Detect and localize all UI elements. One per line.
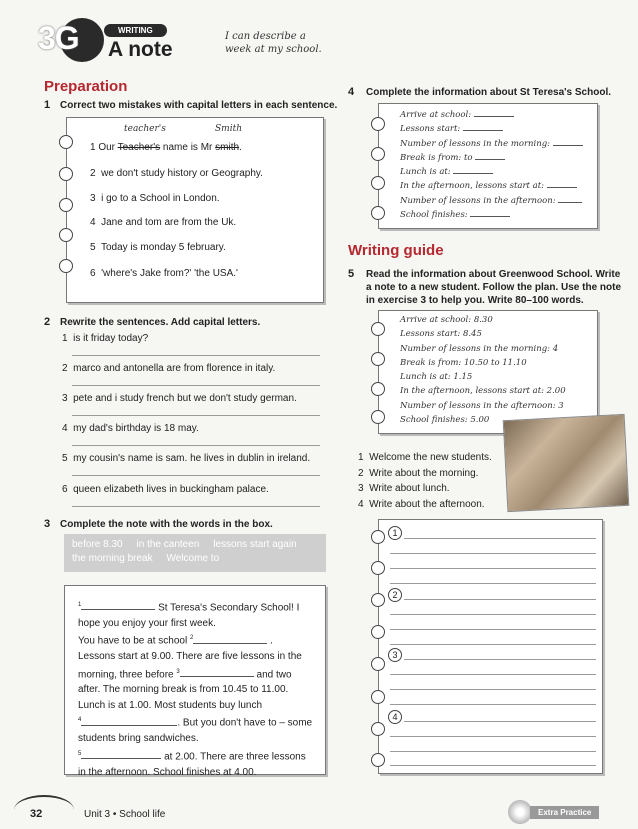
ex2-item-3	[62, 392, 297, 405]
ex4-lines	[400, 108, 592, 222]
box-word: before 8.30	[72, 539, 123, 550]
ex1-sentence-2	[90, 167, 263, 180]
preparation-heading: Preparation	[44, 78, 128, 95]
info-line	[400, 122, 592, 136]
plan-item	[358, 450, 492, 466]
writing-line[interactable]	[390, 553, 596, 554]
ring-icon	[371, 561, 385, 575]
info-line	[400, 194, 592, 208]
info-line: Arrive at school: 8.30	[400, 315, 493, 325]
info-label: Lunch is at:	[400, 167, 454, 178]
ring-icon	[59, 259, 73, 273]
item-text: is it friday today?	[73, 333, 149, 344]
note-line: Lunch is at 1.00. Most students buy lunch	[78, 699, 262, 711]
ex4-instruction: Complete the information about St Teresa's School.	[366, 87, 611, 98]
plan-text: Write about the morning.	[369, 467, 479, 479]
sentence-number: 6	[90, 268, 96, 279]
ex1-instruction: Correct two mistakes with capital letters in each sentence.	[60, 100, 338, 111]
section-marker: 2	[388, 588, 402, 602]
plan-list	[358, 450, 492, 512]
ex1-number: 1	[44, 99, 51, 111]
gap-number: 2	[189, 635, 194, 642]
section-marker: 3	[388, 648, 402, 662]
ring-icon	[371, 690, 385, 704]
sentence-mid: name is Mr	[160, 142, 216, 153]
writing-line[interactable]	[390, 689, 596, 690]
writing-line[interactable]	[390, 614, 596, 615]
ex1-sentence-4	[90, 216, 236, 229]
ring-icon	[371, 176, 385, 190]
page-number-swoosh	[14, 795, 74, 825]
info-line: Lunch is at: 1.15	[400, 372, 473, 383]
info-blank[interactable]	[475, 159, 505, 160]
writing-line[interactable]	[390, 568, 596, 569]
info-line	[400, 151, 592, 165]
note-line	[78, 598, 318, 616]
box-word: lessons start again	[213, 539, 297, 550]
gap-blank[interactable]	[193, 643, 267, 644]
item-number: 1	[62, 333, 68, 344]
gap-number: 1	[78, 602, 82, 608]
sentence-number: 4	[90, 217, 96, 228]
section-marker: 1	[388, 526, 402, 540]
ring-icon	[371, 722, 385, 736]
info-line: Number of lessons in the afternoon: 3	[400, 400, 564, 411]
ring-icon	[59, 167, 73, 181]
ring-icon	[59, 135, 73, 149]
box-word: the morning break	[72, 553, 153, 564]
note-line	[78, 747, 318, 765]
ring-icon	[371, 657, 385, 671]
unit-code: 3G	[38, 20, 79, 56]
extra-practice-label: Extra Practice	[530, 806, 599, 819]
ex2-number: 2	[44, 316, 51, 328]
writing-line[interactable]	[390, 765, 596, 766]
answer-line[interactable]	[72, 355, 320, 356]
gap-number: 4	[78, 717, 82, 724]
gap-blank[interactable]	[180, 676, 254, 677]
ex5-instruction: Read the information about Greenwood School. Write a note to a new student. Follow the plan. Use the note in exercise 3 to help you. Write 80–100 words.	[366, 269, 622, 306]
item-number: 6	[62, 484, 68, 495]
answer-line[interactable]	[72, 506, 320, 507]
ex2-item-6	[62, 483, 269, 496]
info-blank[interactable]	[558, 202, 582, 203]
ring-icon	[371, 530, 385, 544]
writing-line[interactable]	[404, 721, 596, 722]
item-number: 4	[62, 423, 68, 434]
sentence-text: i go to a School in London.	[101, 193, 220, 204]
ring-icon	[371, 625, 385, 639]
info-blank[interactable]	[463, 130, 503, 131]
answer-line[interactable]	[72, 415, 320, 416]
writing-badge: WRITING	[104, 24, 167, 37]
ex1-sentence-6	[90, 267, 238, 280]
note-line	[78, 631, 318, 649]
writing-line[interactable]	[390, 751, 596, 752]
note-line-text: and two	[253, 668, 292, 680]
item-number: 5	[62, 453, 68, 464]
note-text	[78, 598, 318, 780]
correction-label: teacher's	[124, 124, 166, 134]
writing-line[interactable]	[404, 538, 596, 539]
ex1-sentence-3	[90, 192, 220, 205]
ex3-instruction: Complete the note with the words in the box.	[60, 519, 273, 530]
plan-item	[358, 481, 492, 497]
item-number: 3	[62, 393, 68, 404]
writing-line[interactable]	[390, 704, 596, 705]
writing-line[interactable]	[390, 674, 596, 675]
ring-icon	[371, 117, 385, 131]
item-number: 2	[62, 363, 68, 374]
note-line: hope you enjoy your first week.	[78, 617, 216, 629]
answer-line[interactable]	[72, 445, 320, 446]
info-line	[400, 208, 592, 222]
ex4-number: 4	[348, 86, 355, 98]
note-line: in the afternoon. School finishes at 4.00.	[78, 766, 257, 778]
ring-icon	[371, 382, 385, 396]
info-label: Lessons start:	[400, 124, 463, 135]
ring-icon	[371, 593, 385, 607]
info-line: School finishes: 5.00	[400, 415, 490, 426]
ex5-info	[400, 313, 595, 427]
item-text: my cousin's name is sam. he lives in dublin in ireland.	[73, 453, 311, 464]
ring-icon	[371, 322, 385, 336]
ring-icon	[371, 147, 385, 161]
plan-text: Welcome the new students.	[369, 452, 492, 463]
gap-number: 3	[176, 668, 180, 675]
sentence-text: Jane and tom are from the Uk.	[101, 217, 237, 228]
sentence-post: .	[239, 142, 242, 153]
answer-line[interactable]	[72, 475, 320, 476]
extra-practice-icon	[508, 800, 532, 824]
note-line-text: at 2.00. There are three lessons	[161, 751, 306, 763]
goal-text: I can describe a week at my school.	[225, 31, 322, 55]
ring-icon	[59, 198, 73, 212]
sentence-number: 2	[90, 168, 96, 179]
note-line-text: . But you don't have to – some	[177, 717, 313, 729]
item-text: queen elizabeth lives in buckingham palace.	[73, 484, 269, 495]
students-photo	[503, 414, 630, 512]
plan-number: 3	[358, 483, 364, 494]
struck-word: smith	[215, 142, 240, 153]
answer-line[interactable]	[72, 385, 320, 386]
writing-line[interactable]	[390, 736, 596, 737]
ex2-instruction: Rewrite the sentences. Add capital letters.	[60, 317, 261, 328]
page-number: 32	[30, 808, 43, 820]
ring-icon	[371, 352, 385, 366]
writing-line[interactable]	[390, 629, 596, 630]
sentence-number: 5	[90, 242, 96, 253]
ex1-sentence-1	[90, 141, 242, 154]
plan-number: 2	[358, 467, 364, 479]
item-text: pete and i study french but we don't study german.	[73, 393, 297, 404]
word-box	[64, 534, 326, 572]
info-blank[interactable]	[453, 173, 493, 174]
ring-icon	[371, 753, 385, 767]
sentence-pre: Our	[98, 142, 118, 153]
sentence-text: we don't study history or Geography.	[101, 168, 263, 179]
sentence-number: 1	[90, 142, 96, 153]
page-title: A note	[108, 38, 173, 61]
note-line: students bring sandwiches.	[78, 733, 199, 745]
struck-word: Teacher's	[117, 142, 161, 153]
item-text: marco and antonella are from florence in italy.	[73, 363, 276, 374]
info-blank[interactable]	[470, 216, 510, 217]
info-label: Number of lessons in the afternoon:	[400, 195, 559, 206]
info-line: Number of lessons in the morning: 4	[400, 343, 559, 354]
box-word: Welcome to	[166, 553, 220, 564]
gap-blank[interactable]	[81, 758, 161, 759]
sentence-number: 3	[90, 193, 96, 204]
plan-item	[358, 497, 492, 513]
note-line: Lessons start at 9.00. There are five lessons in the	[78, 651, 302, 663]
ring-icon	[59, 228, 73, 242]
info-line: Break is from: 10.50 to 11.10	[400, 357, 527, 368]
info-line	[400, 165, 592, 179]
ex1-sentence-5	[90, 241, 226, 254]
info-line: In the afternoon, lessons start at: 2.00	[400, 386, 566, 397]
info-line: Lessons start: 8.45	[400, 329, 482, 340]
plan-number: 4	[358, 498, 364, 510]
ex2-item-2	[62, 362, 275, 375]
writing-guide-heading: Writing guide	[348, 242, 444, 259]
info-label: Arrive at school:	[400, 110, 474, 120]
note-line	[78, 713, 318, 731]
note-line-text: St Teresa's Secondary School! I	[155, 602, 300, 614]
note-line	[78, 665, 318, 683]
sentence-text: 'where's Jake from?' 'the USA.'	[101, 268, 238, 279]
writing-line[interactable]	[404, 599, 596, 600]
writing-line[interactable]	[390, 644, 596, 645]
plan-number: 1	[358, 452, 364, 463]
correction-label: Smith	[215, 124, 242, 134]
info-label: Break is from: to	[400, 152, 476, 163]
info-line	[400, 108, 592, 122]
plan-text: Write about lunch.	[369, 483, 450, 494]
note-line-text: morning, three before	[78, 668, 177, 680]
section-marker: 4	[388, 710, 402, 724]
writing-line[interactable]	[404, 659, 596, 660]
info-line	[400, 137, 592, 151]
ex2-item-1	[62, 332, 148, 345]
item-text: my dad's birthday is 18 may.	[73, 423, 199, 434]
unit-label: Unit 3 • School life	[84, 809, 166, 820]
info-blank[interactable]	[547, 187, 577, 188]
plan-item	[358, 466, 492, 482]
gap-blank[interactable]	[81, 725, 177, 726]
info-line	[400, 179, 592, 193]
info-label: School finishes:	[400, 210, 471, 221]
sentence-text: Today is monday 5 february.	[100, 242, 226, 253]
note-line-text: You have to be at school	[78, 635, 190, 647]
gap-blank[interactable]	[81, 609, 155, 610]
plan-text: Write about the afternoon.	[369, 498, 485, 510]
ex3-number: 3	[44, 518, 51, 530]
info-blank[interactable]	[474, 116, 514, 117]
note-line: after. The morning break is from 10.45 to 11.00.	[78, 684, 289, 696]
info-blank[interactable]	[553, 145, 583, 146]
writing-line[interactable]	[390, 583, 596, 584]
gap-number: 5	[78, 750, 82, 757]
box-word: in the canteen	[136, 539, 200, 550]
ring-icon	[371, 410, 385, 424]
note-line-text: .	[267, 635, 273, 647]
info-label: Number of lessons in the morning:	[400, 138, 553, 149]
ring-icon	[371, 206, 385, 220]
ex2-item-5	[62, 452, 310, 465]
ex2-item-4	[62, 422, 199, 435]
ex5-number: 5	[348, 268, 355, 280]
info-label: In the afternoon, lessons start at:	[400, 181, 547, 192]
